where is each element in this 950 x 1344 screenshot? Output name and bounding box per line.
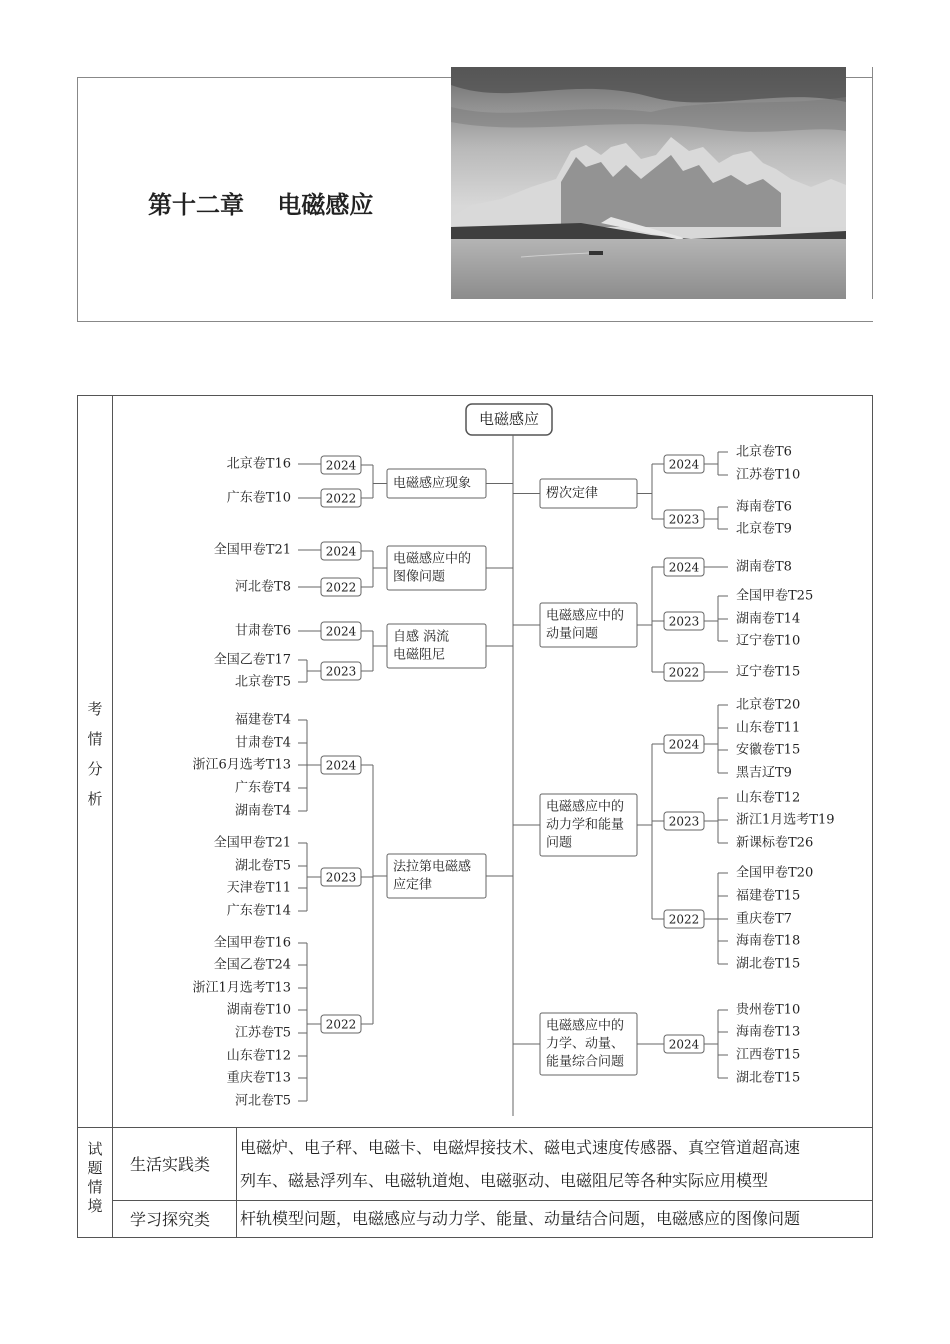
year-label: 2023 — [668, 512, 700, 527]
topic-label: 楞次定律 — [546, 486, 599, 501]
exam-item: 天津卷T11 — [226, 880, 291, 896]
year-label: 2024 — [325, 458, 357, 473]
exam-item: 湖北卷T15 — [736, 956, 801, 972]
year-badge — [321, 756, 361, 774]
exam-item: 广东卷T10 — [226, 490, 291, 506]
exam-item: 湖南卷T10 — [226, 1002, 291, 1018]
exam-item: 河北卷T8 — [235, 579, 291, 595]
year-badge — [664, 612, 704, 630]
topic-label: 图像问题 — [393, 569, 446, 585]
exam-item: 新课标卷T26 — [736, 835, 814, 851]
exam-item: 黑吉辽T9 — [736, 765, 792, 781]
topic-label: 电磁感应中的 — [393, 551, 472, 567]
year-label: 2024 — [668, 560, 700, 575]
exam-item: 甘肃卷T4 — [235, 735, 291, 751]
topic-label: 动力学和能量 — [546, 817, 625, 833]
exam-item: 浙江1月选考T13 — [192, 980, 291, 996]
year-badge — [664, 735, 704, 753]
exam-item: 福建卷T4 — [235, 712, 291, 728]
exam-item: 北京卷T16 — [226, 456, 291, 472]
left-topic-node — [387, 469, 486, 498]
exam-item: 北京卷T9 — [736, 521, 792, 537]
year-label: 2023 — [325, 664, 357, 679]
root-node-label: 电磁感应 — [478, 410, 540, 428]
year-label: 2023 — [325, 870, 357, 885]
topic-label: 力学、动量、 — [546, 1036, 625, 1052]
side-label-analysis: 考 情 分 析 — [87, 700, 103, 808]
topic-label: 电磁阻尼 — [393, 647, 446, 663]
year-label: 2023 — [668, 614, 700, 629]
category-life-practice: 生活实践类 — [130, 1155, 211, 1174]
topic-label: 电磁感应中的 — [546, 608, 625, 624]
year-label: 2024 — [668, 1037, 700, 1052]
topic-label: 能量综合问题 — [546, 1054, 625, 1070]
year-label: 2024 — [668, 737, 700, 752]
exam-item: 重庆卷T7 — [736, 911, 792, 927]
year-label: 2024 — [325, 624, 357, 639]
exam-item: 海南卷T6 — [736, 499, 792, 515]
exam-item: 湖南卷T14 — [736, 611, 801, 627]
exam-item: 安徽卷T15 — [736, 742, 801, 758]
year-badge — [664, 558, 704, 576]
year-label: 2024 — [325, 544, 357, 559]
year-badge — [321, 578, 361, 596]
exam-item: 湖南卷T8 — [736, 559, 792, 575]
year-badge — [321, 1015, 361, 1033]
right-topic-node — [540, 1013, 637, 1075]
exam-item: 浙江6月选考T13 — [192, 757, 291, 773]
root-node — [466, 404, 552, 435]
year-badge — [664, 812, 704, 830]
year-badge — [321, 542, 361, 560]
exam-item: 浙江1月选考T19 — [736, 812, 835, 828]
exam-item: 全国甲卷T25 — [736, 588, 814, 604]
topic-label: 法拉第电磁感 — [393, 859, 472, 875]
year-label: 2024 — [325, 758, 357, 773]
exam-item: 北京卷T20 — [736, 697, 801, 713]
year-badge — [664, 910, 704, 928]
year-badge — [664, 1035, 704, 1053]
exam-item: 海南卷T13 — [736, 1024, 801, 1040]
year-badge — [664, 455, 704, 473]
topic-label: 电磁感应中的 — [546, 1018, 625, 1034]
year-badge — [321, 489, 361, 507]
right-topic-node — [540, 794, 637, 856]
exam-item: 河北卷T5 — [235, 1093, 291, 1109]
year-label: 2023 — [668, 814, 700, 829]
topic-label: 问题 — [546, 835, 573, 851]
exam-item: 海南卷T18 — [736, 933, 801, 949]
exam-item: 福建卷T15 — [736, 888, 801, 904]
exam-item: 重庆卷T13 — [226, 1070, 291, 1086]
year-badge — [664, 510, 704, 528]
left-topic-node — [387, 546, 486, 590]
exam-item: 全国甲卷T16 — [213, 935, 291, 951]
exam-item: 全国乙卷T17 — [213, 652, 291, 668]
year-label: 2022 — [325, 491, 357, 506]
left-topic-node — [387, 624, 486, 668]
exam-item: 全国甲卷T21 — [213, 542, 291, 558]
exam-item: 辽宁卷T10 — [736, 633, 801, 649]
exam-item: 湖北卷T5 — [235, 858, 291, 874]
topic-label: 自感 涡流 — [393, 629, 450, 645]
year-label: 2022 — [668, 912, 700, 927]
description-life-practice: 电磁炉、电子秤、电磁卡、电磁焊接技术、磁电式速度传感器、真空管道超高速 列车、磁悬浮列车、电磁轨道炮、电磁驱动、电磁阻尼等各种实际应用模型 — [240, 1138, 801, 1190]
year-badge — [321, 622, 361, 640]
right-topic-node — [540, 479, 637, 508]
topic-label: 电磁感应现象 — [393, 476, 472, 491]
chapter-title: 第十二章 电磁感应 — [148, 191, 374, 219]
topic-label: 电磁感应中的 — [546, 799, 625, 815]
exam-item: 山东卷T11 — [736, 720, 801, 736]
left-topic-node — [387, 854, 486, 898]
description-study-explore: 杆轨模型问题，电磁感应与动力学、能量、动量结合问题，电磁感应的图像问题 — [240, 1209, 801, 1228]
category-study-explore: 学习探究类 — [130, 1210, 211, 1229]
exam-item: 甘肃卷T6 — [235, 623, 291, 639]
year-label: 2022 — [325, 580, 357, 595]
right-topic-node — [540, 603, 637, 647]
exam-item: 北京卷T6 — [736, 444, 792, 460]
exam-item: 江西卷T15 — [736, 1047, 801, 1063]
exam-item: 贵州卷T10 — [736, 1002, 801, 1018]
exam-item: 江苏卷T5 — [235, 1025, 291, 1041]
exam-item: 北京卷T5 — [235, 674, 291, 690]
exam-item: 全国甲卷T20 — [736, 865, 814, 881]
exam-item: 全国乙卷T24 — [213, 957, 291, 973]
topic-label: 应定律 — [393, 877, 433, 893]
exam-item: 山东卷T12 — [226, 1048, 291, 1064]
side-label-context: 试 题 情 境 — [87, 1140, 103, 1215]
year-badge — [321, 662, 361, 680]
exam-item: 湖南卷T4 — [235, 803, 291, 819]
exam-item: 广东卷T14 — [226, 903, 291, 919]
year-label: 2022 — [668, 665, 700, 680]
year-badge — [321, 456, 361, 474]
year-badge — [321, 868, 361, 886]
exam-item: 全国甲卷T21 — [213, 835, 291, 851]
year-label: 2022 — [325, 1017, 357, 1032]
exam-item: 广东卷T4 — [235, 780, 291, 796]
topic-label: 动量问题 — [546, 626, 599, 642]
year-badge — [664, 663, 704, 681]
exam-item: 江苏卷T10 — [736, 467, 801, 483]
exam-item: 湖北卷T15 — [736, 1070, 801, 1086]
exam-item: 山东卷T12 — [736, 790, 801, 806]
year-label: 2024 — [668, 457, 700, 472]
exam-item: 辽宁卷T15 — [736, 664, 801, 680]
